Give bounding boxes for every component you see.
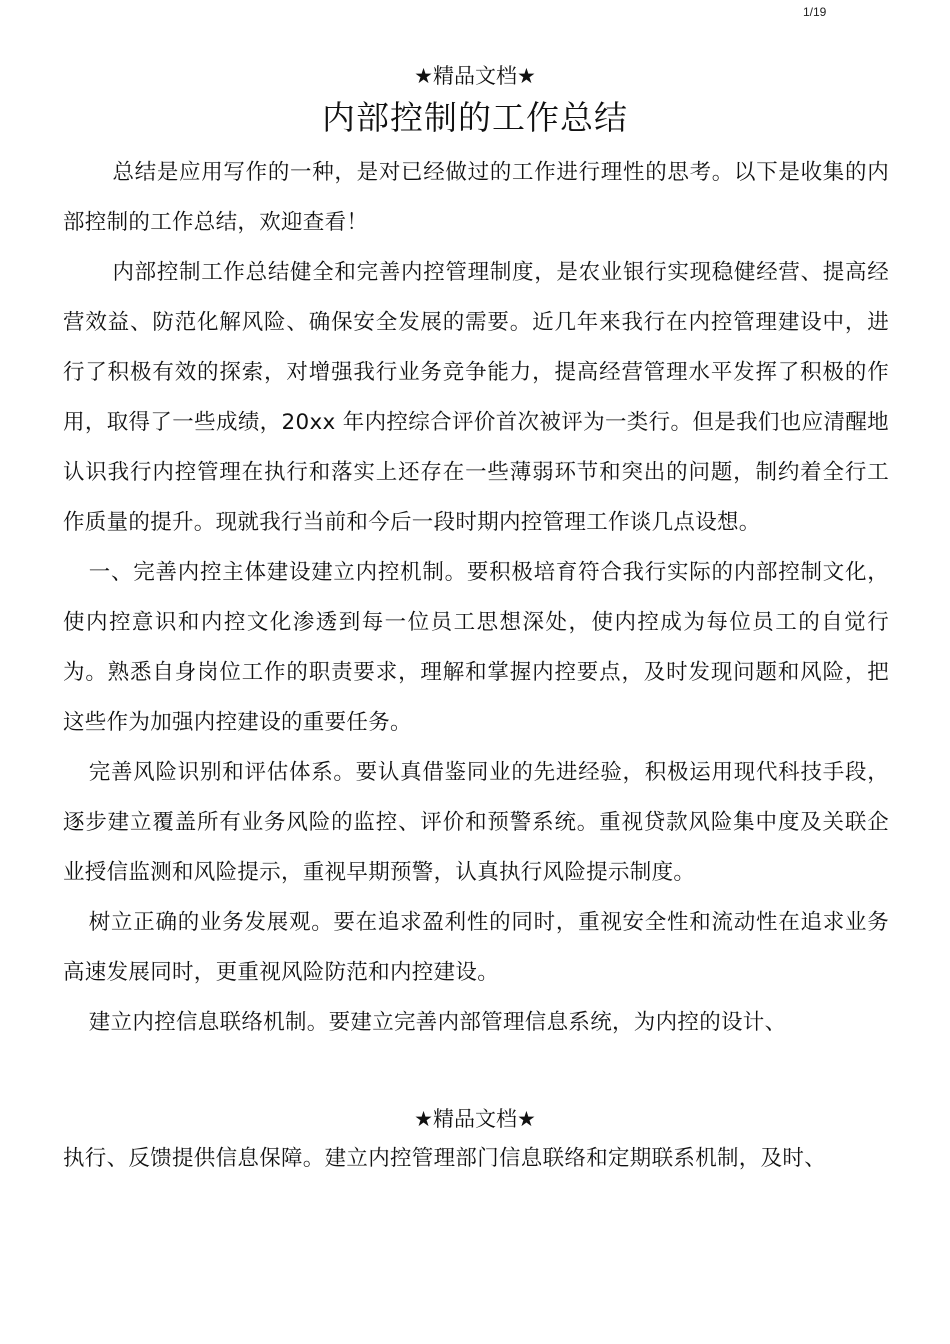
paragraph-risk-assessment: 完善风险识别和评估体系。要认真借鉴同业的先进经验，积极运用现代科技手段，逐步建立覆盖所有业务风险的监控、评价和预警系统。重视贷款风险集中度及关联企业授信监测和风险提示，重视早期预警，认真执行风险提示制度。 [63, 760, 889, 885]
header-watermark-mid: ★精品文档★ [414, 1107, 536, 1131]
page-title: 内部控制的工作总结 [322, 98, 628, 137]
paragraph-section-one: 一、完善内控主体建设建立内控机制。要积极培育符合我行实际的内部控制文化，使内控意识和内控文化渗透到每一位员工思想深处，使内控成为每位员工的自觉行为。熟悉自身岗位工作的职责要求，理解和掌握内控要点，及时发现问题和风险，把这些作为加强内控建设的重要任务。 [63, 560, 889, 735]
paragraph-continuation: 执行、反馈提供信息保障。建立内控管理部门信息联络和定期联系机制，及时、 [63, 1146, 827, 1171]
paragraph-overview: 内部控制工作总结健全和完善内控管理制度，是农业银行实现稳健经营、提高经营效益、防范化解风险、确保安全发展的需要。近几年来我行在内控管理建设中，进行了积极有效的探索，对增强我行业务竞争能力，提高经营管理水平发挥了积极的作用，取得了一些成绩，20xx 年内控综合评价首次被评为一类行。但是我们也应清醒地认识我行内控管理在执行和落实上还存在一些薄弱环节和突出的问题，制约着全行工作质量的提升。现就我行当前和今后一段时期内控管理工作谈几点设想。 [63, 260, 889, 535]
paragraph-info-mechanism: 建立内控信息联络机制。要建立完善内部管理信息系统，为内控的设计、 [88, 1010, 787, 1035]
header-watermark-top: ★精品文档★ [414, 64, 536, 88]
page-number: 1/19 [803, 5, 827, 19]
paragraph-intro: 总结是应用写作的一种，是对已经做过的工作进行理性的思考。以下是收集的内部控制的工作总结，欢迎查看！ [63, 160, 889, 235]
paragraph-business-view: 树立正确的业务发展观。要在追求盈利性的同时，重视安全性和流动性在追求业务高速发展同时，更重视风险防范和内控建设。 [63, 910, 889, 985]
document-body [63, 148, 889, 1048]
document-body-continued [63, 1134, 889, 1184]
